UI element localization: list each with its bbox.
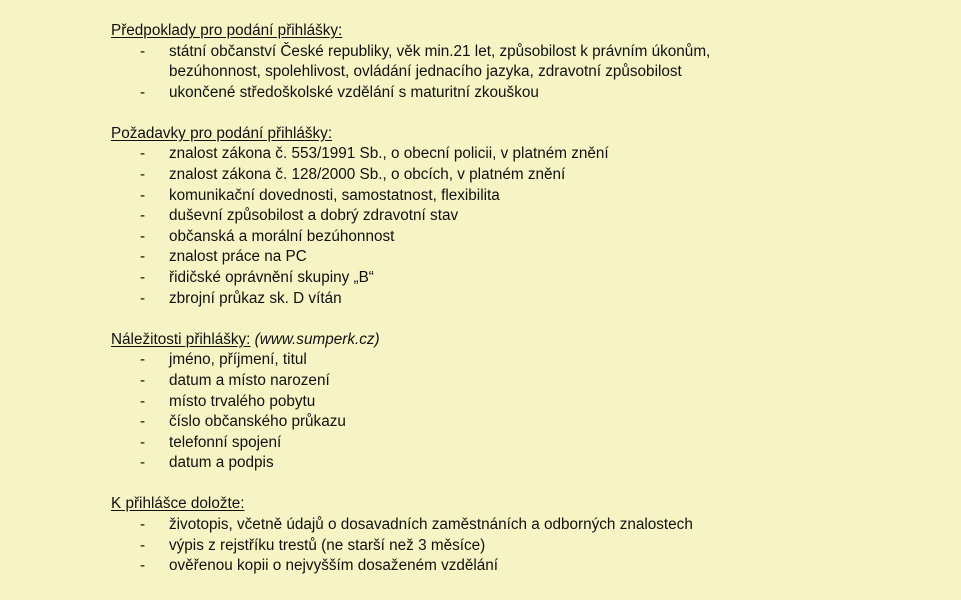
item-text: ukončené středoškolské vzdělání s maturitní zkouškou	[169, 83, 539, 101]
list-item	[111, 515, 931, 536]
item-text: jméno, příjmení, titul	[169, 351, 307, 369]
dash-bullet: -	[140, 433, 146, 451]
item-text: výpis z rejstříku trestů (ne starší než 3 měsíce)	[169, 536, 486, 554]
dash-bullet: -	[140, 536, 146, 554]
list-item	[111, 556, 931, 577]
dash-bullet: -	[140, 166, 146, 184]
item-list	[111, 515, 931, 577]
item-text: datum a podpis	[169, 454, 274, 472]
dash-bullet: -	[140, 413, 146, 431]
item-text: životopis, včetně údajů o dosavadních zaměstnáních a odborných znalostech	[169, 515, 693, 533]
list-item	[111, 536, 931, 557]
dash-bullet: -	[140, 515, 146, 533]
dash-bullet: -	[140, 227, 146, 245]
dash-bullet: -	[140, 557, 146, 575]
section-k-prihlasce-dolozte	[111, 494, 931, 576]
list-item	[111, 42, 931, 83]
heading-text: K přihlášce doložte:	[111, 495, 245, 513]
dash-bullet: -	[140, 248, 146, 266]
item-text: telefonní spojení	[169, 433, 282, 451]
dash-bullet: -	[140, 351, 146, 369]
item-text: číslo občanského průkazu	[169, 413, 346, 431]
heading-text: Předpoklady pro podání přihlášky:	[111, 22, 343, 39]
heading-text: Náležitosti přihlášky:	[111, 330, 251, 348]
item-text-continued: bezúhonnost, spolehlivost, ovládání jednacího jazyka, zdravotní způsobilost	[169, 63, 682, 81]
list-item	[111, 206, 931, 227]
dash-bullet: -	[140, 454, 146, 472]
section-pozadavky	[111, 124, 931, 309]
heading-text: Požadavky pro podání přihlášky:	[111, 124, 333, 142]
section-heading	[111, 21, 931, 42]
section-heading	[111, 124, 931, 145]
list-item	[111, 268, 931, 289]
list-item	[111, 350, 931, 371]
dash-bullet: -	[140, 42, 146, 60]
section-nalezitosti	[111, 330, 931, 474]
list-item	[111, 165, 931, 186]
dash-bullet: -	[140, 289, 146, 307]
item-text: duševní způsobilost a dobrý zdravotní stav	[169, 207, 459, 225]
item-text: zbrojní průkaz sk. D vítán	[169, 289, 342, 307]
item-text: občanská a morální bezúhonnost	[169, 227, 395, 245]
website-link[interactable]: (www.sumperk.cz)	[254, 330, 380, 348]
dash-bullet: -	[140, 83, 146, 101]
item-text: znalost zákona č. 128/2000 Sb., o obcích, v platném znění	[169, 166, 566, 184]
dash-bullet: -	[140, 207, 146, 225]
item-text: řidičské oprávnění skupiny „B“	[169, 269, 374, 287]
item-text: státní občanství České republiky, věk min.21 let, způsobilost k právním úkonům,	[169, 42, 711, 60]
list-item	[111, 83, 931, 104]
item-text: místo trvalého pobytu	[169, 392, 316, 410]
item-list	[111, 350, 931, 474]
list-item	[111, 392, 931, 413]
list-item	[111, 227, 931, 248]
section-heading	[111, 494, 931, 515]
list-item	[111, 412, 931, 433]
item-list	[111, 42, 931, 104]
item-text: znalost práce na PC	[169, 248, 307, 266]
list-item	[111, 453, 931, 474]
dash-bullet: -	[140, 186, 146, 204]
dash-bullet: -	[140, 145, 146, 163]
document-body	[111, 21, 931, 597]
list-item	[111, 186, 931, 207]
dash-bullet: -	[140, 269, 146, 287]
list-item	[111, 247, 931, 268]
item-text: ověřenou kopii o nejvyšším dosaženém vzdělání	[169, 557, 499, 575]
item-text: komunikační dovednosti, samostatnost, flexibilita	[169, 186, 500, 204]
list-item	[111, 433, 931, 454]
section-heading	[111, 330, 931, 351]
dash-bullet: -	[140, 392, 146, 410]
item-list	[111, 144, 931, 309]
item-text: datum a místo narození	[169, 371, 330, 389]
list-item	[111, 144, 931, 165]
dash-bullet: -	[140, 371, 146, 389]
item-text: znalost zákona č. 553/1991 Sb., o obecní policii, v platném znění	[169, 145, 609, 163]
list-item	[111, 371, 931, 392]
section-predpoklady	[111, 21, 931, 103]
list-item	[111, 289, 931, 310]
